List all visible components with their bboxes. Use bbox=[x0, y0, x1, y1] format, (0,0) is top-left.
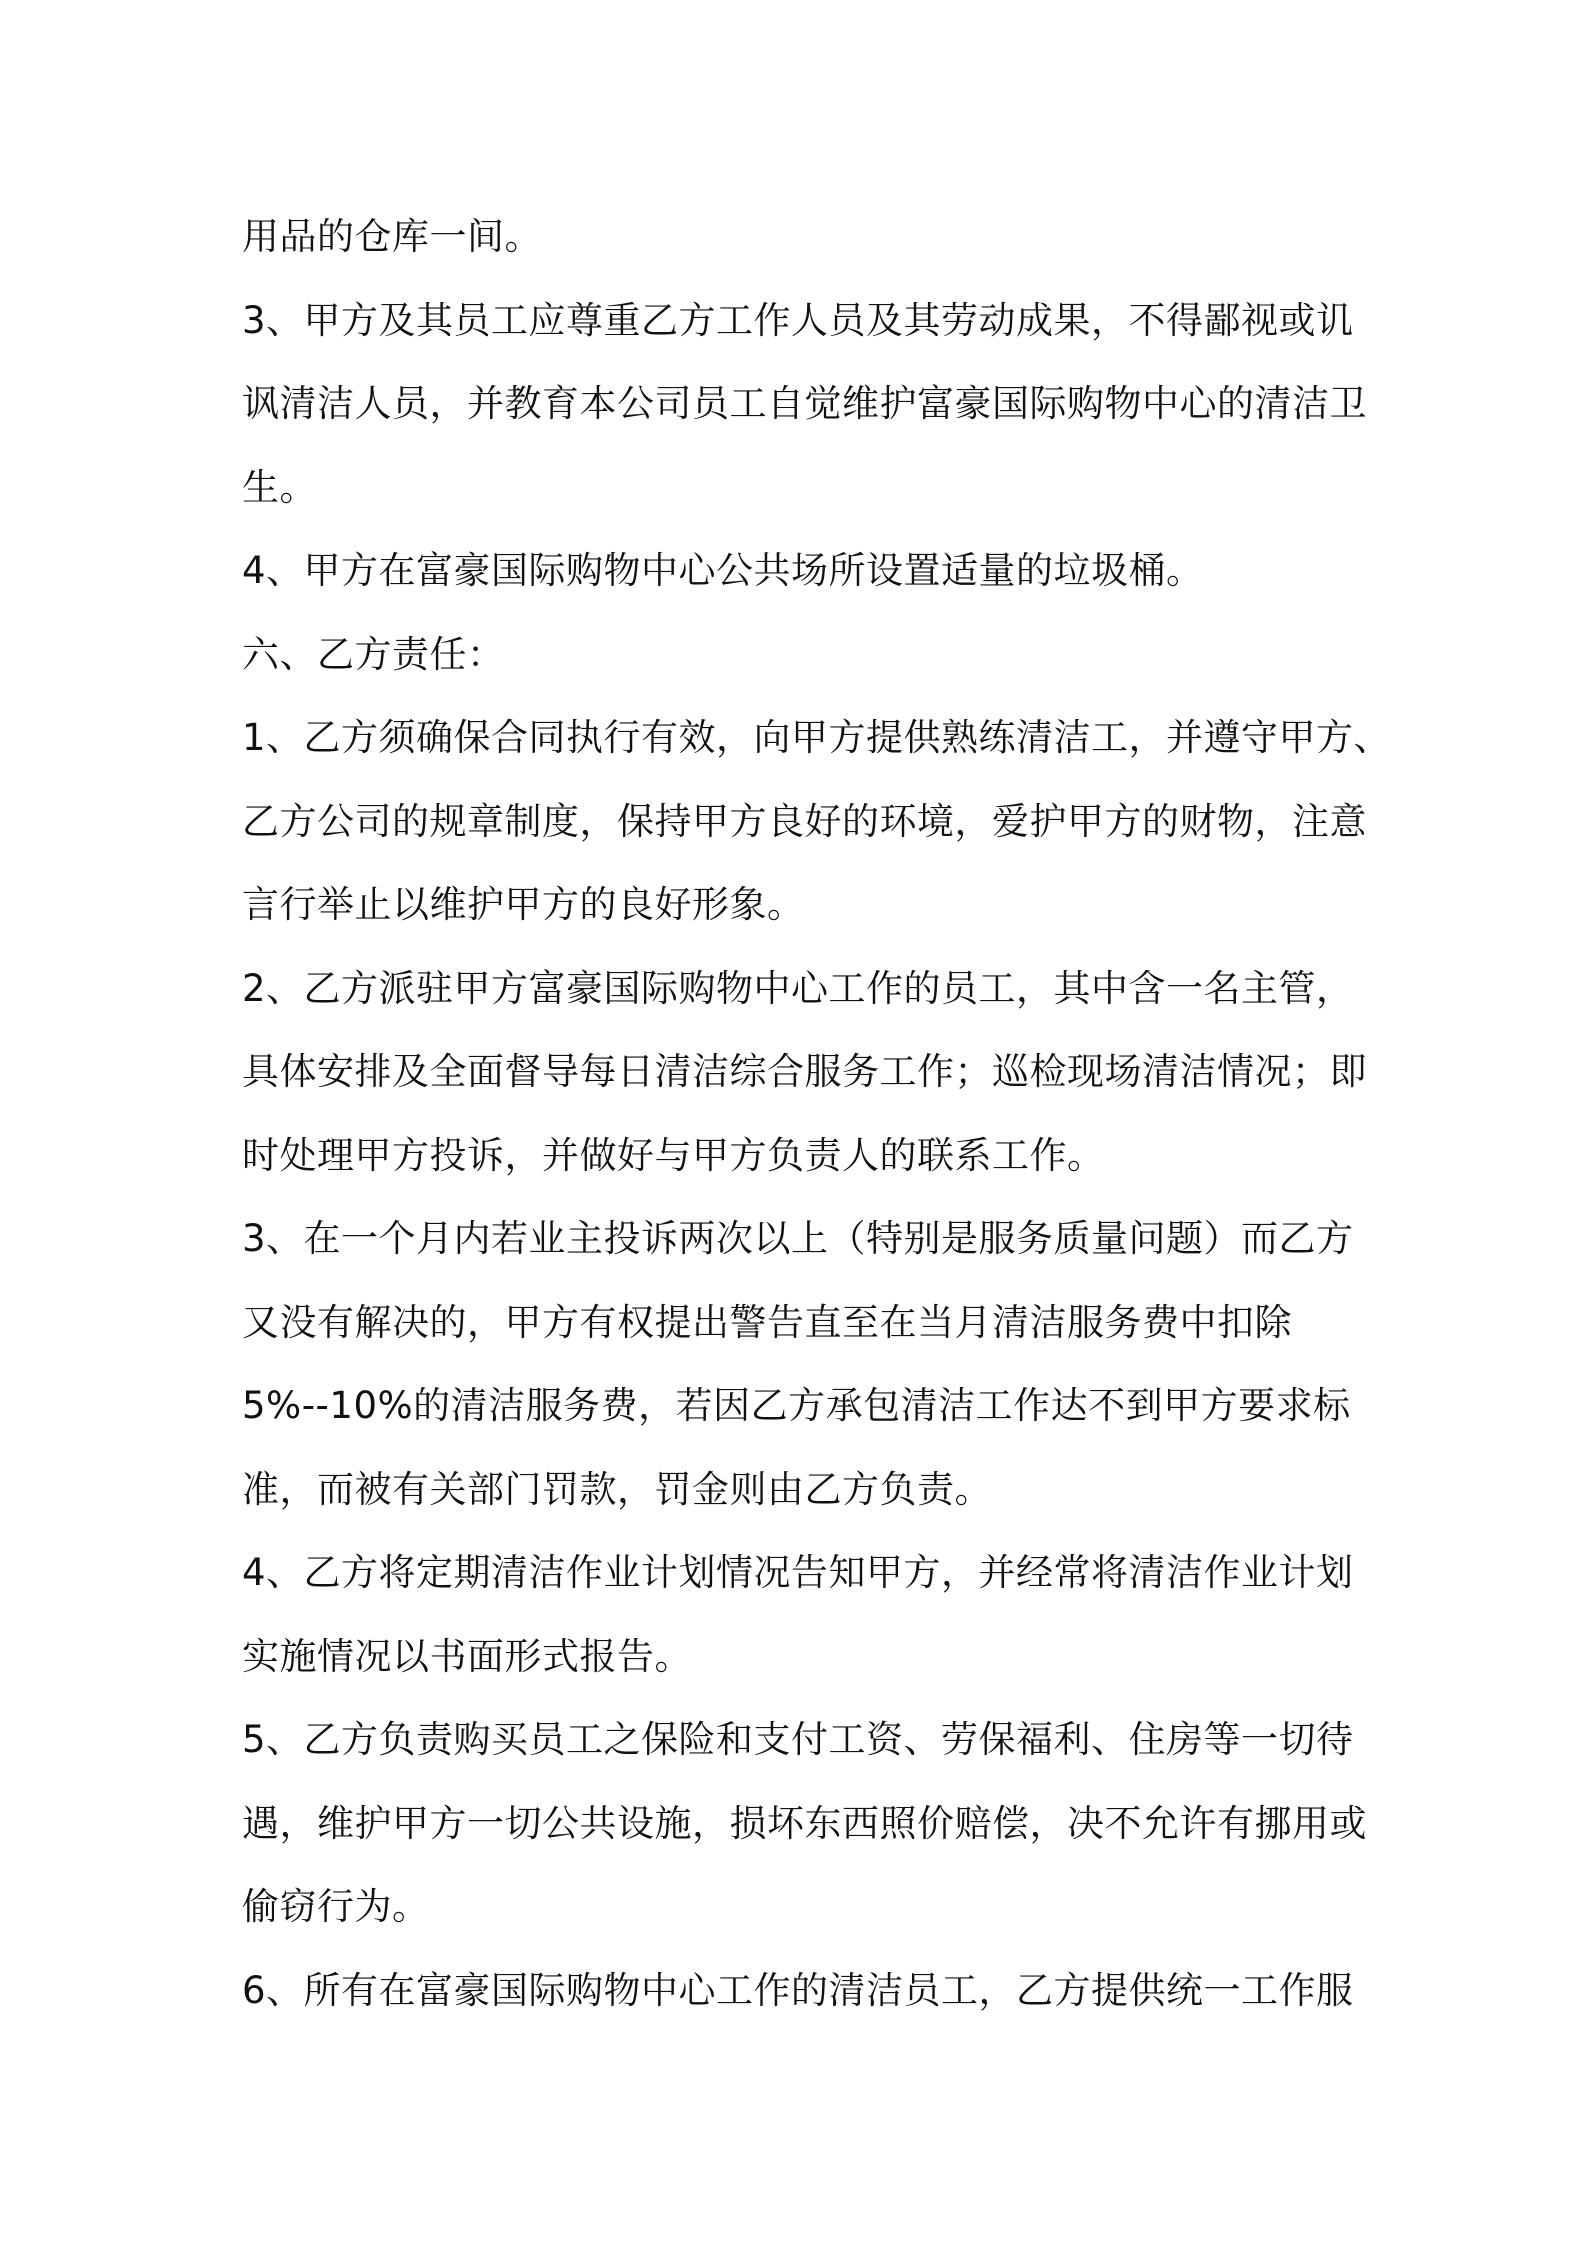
text-line: 4、甲方在富豪国际购物中心公共场所设置适量的垃圾桶。 bbox=[242, 549, 1204, 592]
text-line: 又没有解决的，甲方有权提出警告直至在当月清洁服务费中扣除 bbox=[242, 1300, 1292, 1344]
text-line: 1、乙方须确保合同执行有效，向甲方提供熟练清洁工，并遵守甲方、 bbox=[242, 716, 1392, 759]
text-line: 时处理甲方投诉，并做好与甲方负责人的联系工作。 bbox=[242, 1133, 1105, 1177]
text-line: 3、甲方及其员工应尊重乙方工作人员及其劳动成果，不得鄙视或讥 bbox=[242, 298, 1354, 342]
text-line: 乙方公司的规章制度，保持甲方良好的环境，爱护甲方的财物，注意 bbox=[242, 799, 1367, 843]
text-line: 2、乙方派驻甲方富豪国际购物中心工作的员工，其中含一名主管， bbox=[242, 966, 1354, 1010]
document-body bbox=[242, 195, 1392, 2032]
text-line: 讽清洁人员，并教育本公司员工自觉维护富豪国际购物中心的清洁卫 bbox=[242, 382, 1367, 425]
text-line: 5、乙方负责购买员工之保险和支付工资、劳保福利、住房等一切待 bbox=[242, 1718, 1354, 1761]
section-heading: 六、乙方责任： bbox=[242, 632, 505, 676]
text-line: 生。 bbox=[242, 465, 317, 509]
text-line: 言行举止以维护甲方的良好形象。 bbox=[242, 883, 805, 926]
text-line: 用品的仓库一间。 bbox=[242, 215, 542, 258]
text-line: 准，而被有关部门罚款，罚金则由乙方负责。 bbox=[242, 1467, 992, 1511]
text-line: 遇，维护甲方一切公共设施，损坏东西照价赔偿，决不允许有挪用或 bbox=[242, 1801, 1367, 1845]
text-line: 4、乙方将定期清洁作业计划情况告知甲方，并经常将清洁作业计划 bbox=[242, 1551, 1354, 1594]
text-line: 5%--10%的清洁服务费，若因乙方承包清洁工作达不到甲方要求标 bbox=[242, 1384, 1351, 1427]
text-line: 实施情况以书面形式报告。 bbox=[242, 1634, 692, 1678]
text-line: 具体安排及全面督导每日清洁综合服务工作；巡检现场清洁情况；即 bbox=[242, 1050, 1367, 1093]
text-line: 3、在一个月内若业主投诉两次以上（特别是服务质量问题）而乙方 bbox=[242, 1217, 1354, 1260]
text-line: 6、所有在富豪国际购物中心工作的清洁员工，乙方提供统一工作服 bbox=[242, 1968, 1354, 2012]
text-line: 偷窃行为。 bbox=[242, 1885, 430, 1928]
